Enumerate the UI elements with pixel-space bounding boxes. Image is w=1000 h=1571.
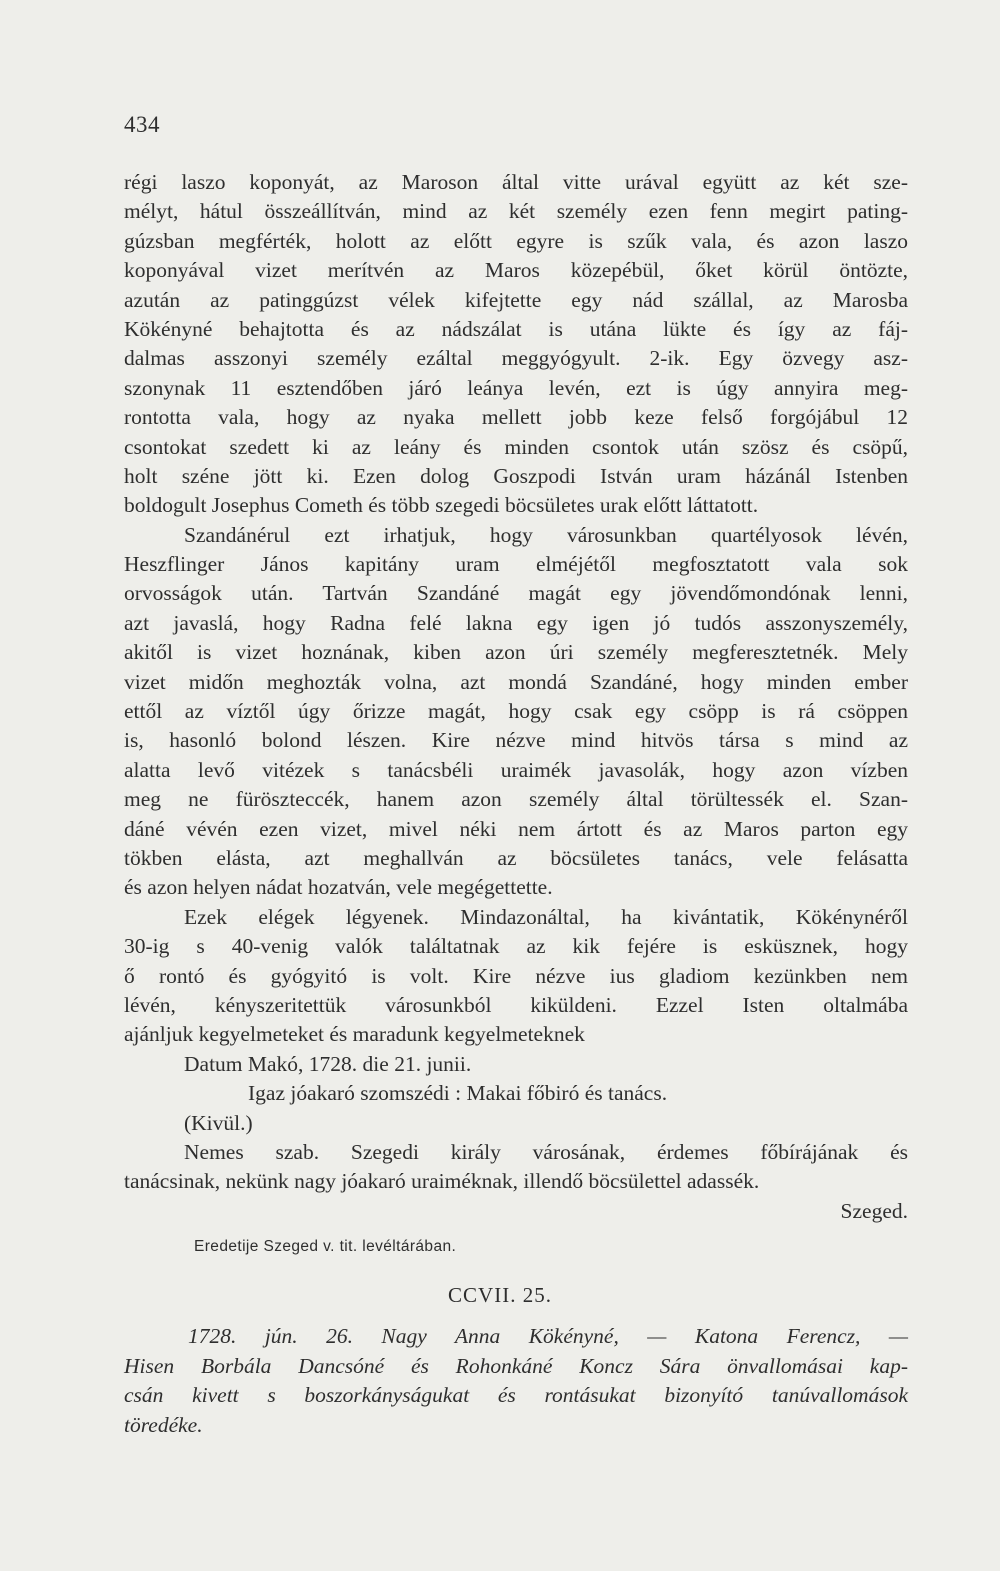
text-line: ettől az víztől úgy őrizze magát, hogy csak egy csöpp is rá csöppen [124, 699, 908, 724]
address-line: tanácsinak, nekünk nagy jóakaró uraiméknak, illendő böcsülettel adassék. [124, 1169, 760, 1194]
text-line: csontokat szedett ki az leány és minden csontok után szösz és csöpű, [124, 434, 908, 459]
text-line: ajánljuk kegyelmeteket és maradunk kegyelmeteknek [124, 1022, 585, 1047]
date-line: Datum Makó, 1728. die 21. junii. [184, 1051, 472, 1076]
text-line: Kökényné behajtotta és az nádszálat is utána lükte és így az fáj- [124, 316, 908, 341]
source-note: Eredetije Szeged v. tit. levéltárában. [194, 1238, 457, 1255]
text-line: dáné vévén ezen vizet, mivel néki nem ártott és az Maros parton egy [124, 816, 908, 841]
text-line: orvosságok után. Tartván Szandáné magát egy jövendőmondónak lenni, [124, 581, 908, 606]
text-line: régi laszo koponyát, az Maroson által vitte urával együtt az két sze- [124, 170, 908, 194]
summary-line: Hisen Borbála Dancsóné és Rohonkáné Koncz Sára önvallomásai kap- [124, 1353, 908, 1378]
text-line: lévén, kényszeritettük városunkból kiküldeni. Ezzel Isten oltalmába [124, 992, 908, 1017]
text-line: rontotta vala, hogy az nyaka mellett jobb keze felső forgójábul 12 [124, 405, 908, 430]
text-line: alatta levő vitézek s tanácsbéli uraimék javasolák, hogy azon vízben [124, 757, 908, 782]
paragraph-start-line: Ezek elégek légyenek. Mindazonáltal, ha kivántatik, Kökénynéről [184, 904, 908, 929]
text-line: Heszflinger János kapitány uram elméjétől megfosztatott vala sok [124, 552, 908, 577]
text-line: dalmas asszonyi személy ezáltal meggyógyult. 2-ik. Egy özvegy asz- [124, 346, 908, 371]
text-line: azután az patinggúzst vélek kifejtette egy nád szállal, az Marosba [124, 287, 908, 312]
signature-line: Igaz jóakaró szomszédi : Makai főbiró és tanács. [248, 1081, 668, 1106]
text-line: szonynak 11 esztendőben járó leánya levén, ezt is úgy annyira meg- [124, 375, 908, 400]
address-place-line: Szeged. [840, 1198, 908, 1223]
summary-line: töredéke. [124, 1412, 203, 1437]
text-line: tökben elásta, azt meghallván az böcsületes tanács, vele felásatta [124, 845, 908, 870]
text-line: és azon helyen nádat hozatván, vele megégettette. [124, 875, 553, 900]
address-line: Nemes szab. Szegedi király városának, érdemes főbírájának és [184, 1139, 908, 1164]
text-line: boldogult Josephus Cometh és több szegedi böcsületes urak előtt láttatott. [124, 493, 759, 518]
page-number: 434 [124, 112, 160, 137]
text-line: ő rontó és gyógyitó is volt. Kire nézve ius gladiom kezünkben nem [124, 963, 908, 988]
text-line: is, hasonló bolond lészen. Kire nézve mind hitvös társa s mind az [124, 728, 908, 753]
text-line: azt javaslá, hogy Radna felé lakna egy igen jó tudós asszonyszemély, [124, 610, 908, 635]
main-text [124, 168, 908, 1226]
paragraph-start-line: Szandánérul ezt irhatjuk, hogy városunkban quartélyosok lévén, [184, 522, 908, 547]
text-line: akitől is vizet hoznának, kiben azon úri személy megferesztetnék. Mely [124, 640, 908, 665]
text-line: vizet midőn meghozták volna, azt mondá Szandáné, hogy minden ember [124, 669, 908, 694]
text-line: koponyával vizet merítvén az Maros közepébül, őket körül öntözte, [124, 258, 908, 283]
text-line: meg ne füröszteссék, hanem azon személy által törültessék el. Szan- [124, 787, 908, 812]
outside-note-line: (Kivül.) [184, 1110, 253, 1135]
text-line: holt széne jött ki. Ezen dolog Goszpodi István uram házánál Istenben [124, 463, 908, 488]
document-summary [124, 1322, 908, 1440]
text-line: mélyt, hátul összeállítván, mind az két személy ezen fenn megirt pating- [124, 199, 908, 224]
text-line: 30-ig s 40-venig valók találtatnak az kik fejére is esküsznek, hogy [124, 934, 908, 959]
document-number-heading: CCVII. 25. [448, 1283, 552, 1307]
text-line: gúzsban megférték, holott az előtt egyre is szűk vala, és azon laszo [124, 228, 908, 253]
summary-line: csán kivett s boszorkányságukat és rontásukat bizonyító tanúvallomások [124, 1383, 908, 1408]
summary-line: 1728. jún. 26. Nagy Anna Kökényné, — Katona Ferencz, — [188, 1324, 908, 1348]
